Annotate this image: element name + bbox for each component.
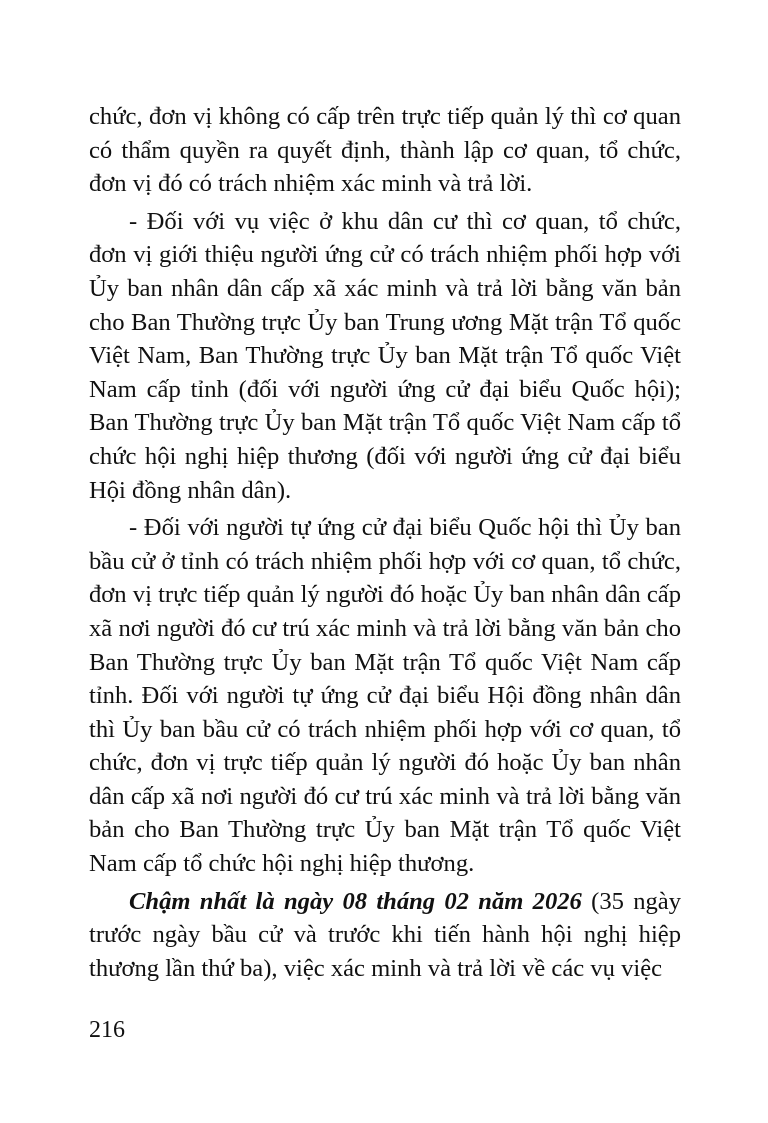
paragraph-self-nominated (89, 511, 681, 881)
page-body (89, 100, 681, 985)
paragraph-deadline (89, 885, 681, 986)
paragraph-4-text: (35 ngày trước ngày bầu cử và trước khi tiến hành hội nghị hiệp thương lần thứ ba), việc xác minh và trả lời về các vụ việc (89, 887, 681, 982)
paragraph-residential-area (89, 205, 681, 507)
paragraph-continuation (89, 100, 681, 201)
page-number: 216 (89, 1017, 125, 1043)
deadline-emphasis: Chậm nhất là ngày 08 tháng 02 năm 2026 (129, 887, 582, 915)
paragraph-2-text: - Đối với vụ việc ở khu dân cư thì cơ quan, tổ chức, đơn vị giới thiệu người ứng cử có trách nhiệm phối hợp với Ủy ban nhân dân cấp xã xác minh và trả lời bằng văn bản cho Ban Thường trực Ủy ban Trung ương Mặt trận Tổ quốc Việt Nam, Ban Thường trực Ủy ban Mặt trận Tổ quốc Việt Nam cấp tỉnh (đối với người ứng cử đại biểu Quốc hội); Ban Thường trực Ủy ban Mặt trận Tổ quốc Việt Nam cấp tổ chức hội nghị hiệp thương (đối với người ứng cử đại biểu Hội đồng nhân dân). (89, 207, 681, 504)
paragraph-1-text: chức, đơn vị không có cấp trên trực tiếp quản lý thì cơ quan có thẩm quyền ra quyết định, thành lập cơ quan, tổ chức, đơn vị đó có trách nhiệm xác minh và trả lời. (89, 103, 681, 198)
paragraph-3-text: - Đối với người tự ứng cử đại biểu Quốc hội thì Ủy ban bầu cử ở tỉnh có trách nhiệm phối hợp với cơ quan, tổ chức, đơn vị trực tiếp quản lý người đó hoặc Ủy ban nhân dân cấp xã nơi người đó cư trú xác minh và trả lời bằng văn bản cho Ban Thường trực Ủy ban Mặt trận Tổ quốc Việt Nam cấp tỉnh. Đối với người tự ứng cử đại biểu Hội đồng nhân dân thì Ủy ban bầu cử có trách nhiệm phối hợp với cơ quan, tổ chức, đơn vị trực tiếp quản lý người đó hoặc Ủy ban nhân dân cấp xã nơi người đó cư trú xác minh và trả lời bằng văn bản cho Ban Thường trực Ủy ban Mặt trận Tổ quốc Việt Nam cấp tổ chức hội nghị hiệp thương. (89, 514, 681, 878)
